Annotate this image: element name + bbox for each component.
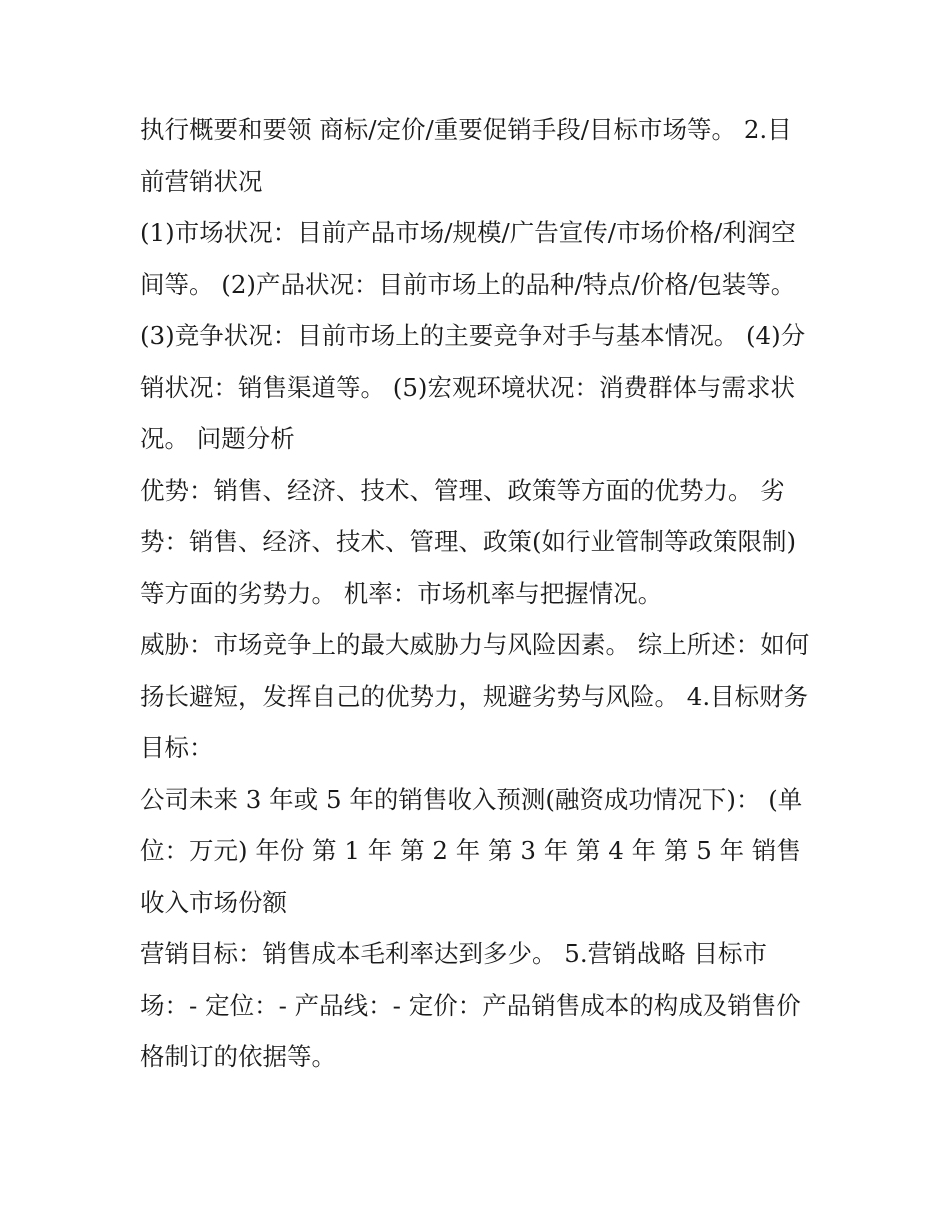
paragraph-competition-distribution: (3)竞争状况：目前市场上的主要竞争对手与基本情况。 (4)分销状况：销售渠道等。 (5)宏观环境状况：消费群体与需求状况。 问题分析: [140, 321, 806, 453]
document-body: [140, 104, 810, 1083]
paragraph-market-product-status: (1)市场状况：目前产品市场/规模/广告宣传/市场价格/利润空间等。 (2)产品状况：目前市场上的品种/特点/价格/包装等。: [140, 218, 796, 299]
paragraph-sales-forecast: 公司未来 3 年或 5 年的销售收入预测(融资成功情况下)： (单位：万元) 年份 第 1 年 第 2 年 第 3 年 第 4 年 第 5 年 销售收入市场份额: [140, 784, 803, 917]
paragraph-threats-summary: 威胁：市场竞争上的最大威胁力与风险因素。 综上所述：如何扬长避短，发挥自己的优势力，规避劣势与风险。 4.目标财务目标：: [140, 630, 810, 762]
paragraph-marketing-strategy: 营销目标：销售成本毛利率达到多少。 5.营销战略 目标市场：- 定位：- 产品线：- 定价：产品销售成本的构成及销售价格制订的依据等。: [140, 939, 801, 1071]
paragraph-swot-strengths: 优势：销售、经济、技术、管理、政策等方面的优势力。 劣势：销售、经济、技术、管理、政策(如行业管制等政策限制)等方面的劣势力。 机率：市场机率与把握情况。: [140, 475, 797, 608]
paragraph-executive-summary: 执行概要和要领 商标/定价/重要促销手段/目标市场等。 2.目前营销状况: [140, 115, 792, 196]
